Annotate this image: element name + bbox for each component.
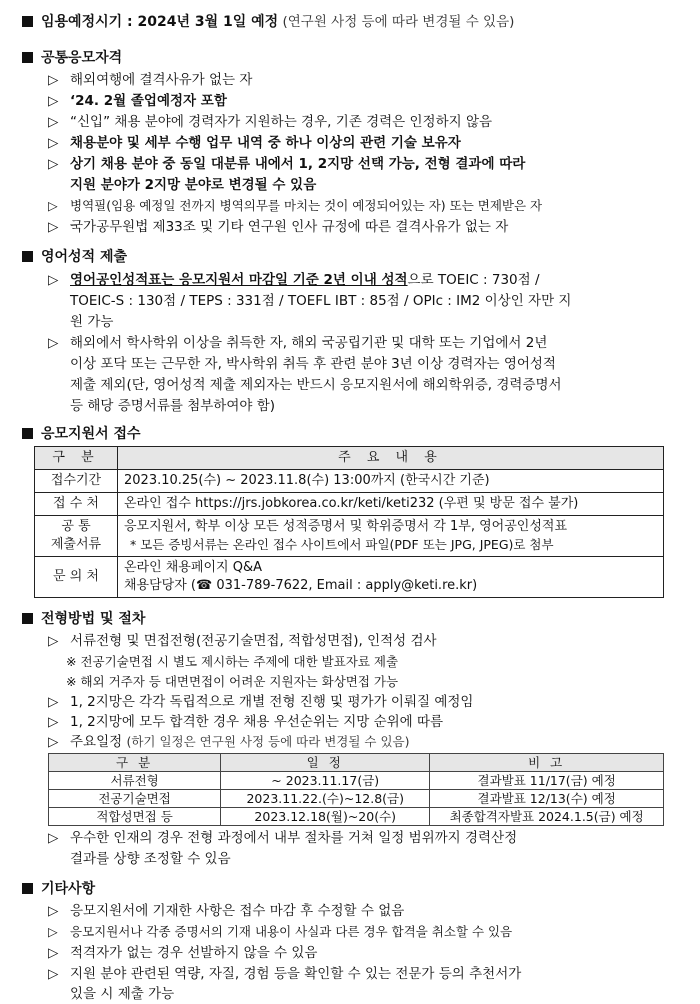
apply-url-link[interactable]: 온라인 접수 https://jrs.jobkorea.co.kr/keti/keti232 (우편 및 방문 접수 불가) [118, 493, 664, 516]
list-item [48, 70, 252, 90]
schedule-title: 임용예정시기 : 2024년 3월 1일 예정 [41, 14, 279, 30]
cell: 적합성면접 등 [49, 808, 221, 826]
triangle-bullet-icon: ▷ [48, 93, 59, 109]
list-item [48, 333, 547, 353]
table-header-row [35, 447, 664, 470]
schedule-line [22, 12, 514, 32]
list-item [48, 943, 317, 963]
item-text: 지원 분야가 2지망 분야로 변경될 수 있음 [70, 177, 317, 193]
cell: 결과발표 12/13(수) 예정 [430, 790, 664, 808]
application-table [34, 446, 664, 598]
list-item-continuation [70, 291, 571, 311]
triangle-bullet-icon: ▷ [48, 335, 59, 351]
row-label: 접 수 처 [35, 493, 118, 516]
section-title: 영어성적 제출 [41, 249, 128, 265]
item-text: 원 가능 [70, 314, 114, 330]
header-schedule: 일 정 [221, 754, 430, 772]
list-item-continuation [70, 375, 562, 395]
docs-note: * 모든 증빙서류는 온라인 접수 사이트에서 파일(PDF 또는 JPG, JPEG)로 첨부 [130, 537, 554, 552]
table-row [49, 790, 664, 808]
list-item-continuation [70, 175, 316, 195]
list-item [48, 196, 542, 216]
item-text: 서류전형 및 면접전형(전공기술면접, 적합성면접), 인적성 검사 [70, 633, 437, 649]
triangle-bullet-icon: ▷ [48, 633, 59, 649]
header-remark: 비 고 [430, 754, 664, 772]
item-text: 주요일정 [70, 734, 123, 750]
item-text: 1, 2지망에 모두 합격한 경우 채용 우선순위는 지망 순위에 따름 [70, 714, 444, 730]
item-text: “신입” 채용 분야에 경력자가 지원하는 경우, 기존 경력은 인정하지 않음 [70, 114, 493, 130]
label-line: 공 통 [61, 519, 91, 534]
item-text: 해외여행에 결격사유가 없는 자 [70, 72, 253, 88]
triangle-bullet-icon: ▷ [48, 714, 59, 730]
list-item [48, 217, 508, 237]
cell: 결과발표 11/17(금) 예정 [430, 772, 664, 790]
list-item [48, 732, 410, 752]
item-text: 채용분야 및 세부 수행 업무 내역 중 하나 이상의 관련 기술 보유자 [70, 135, 461, 151]
table-row [35, 516, 664, 557]
item-text: 우수한 인재의 경우 전형 과정에서 내부 절차를 거쳐 일정 범위까지 경력산정 [70, 830, 518, 846]
triangle-bullet-icon: ▷ [48, 694, 59, 710]
square-bullet-icon [22, 251, 33, 262]
triangle-bullet-icon: ▷ [48, 72, 59, 88]
cell: 2023.11.22.(수)~12.8(금) [221, 790, 430, 808]
triangle-bullet-icon: ▷ [48, 272, 59, 288]
item-text: 응모지원서나 각종 증명서의 기재 내용이 사실과 다른 경우 합격을 취소할 수 있음 [70, 924, 513, 939]
table-row [35, 470, 664, 493]
list-item [48, 270, 540, 290]
cell: ~ 2023.11.17(금) [221, 772, 430, 790]
section-header-application [22, 424, 141, 444]
square-bullet-icon [22, 428, 33, 439]
list-item-continuation [70, 849, 231, 869]
underlined-requirement: 영어공인성적표는 응모지원서 마감일 기준 2년 이내 성적 [70, 272, 408, 288]
header-content: 주 요 내 용 [118, 447, 664, 470]
item-text: 적격자가 없는 경우 선발하지 않을 수 있음 [70, 945, 318, 961]
table-row [35, 493, 664, 516]
item-text: 결과를 상향 조정할 수 있음 [70, 851, 231, 867]
triangle-bullet-icon: ▷ [48, 924, 58, 939]
schedule-note: (연구원 사정 등에 따라 변경될 수 있음) [282, 14, 515, 30]
square-bullet-icon [22, 883, 33, 894]
qa-link[interactable]: 온라인 채용페이지 Q&A [124, 560, 262, 575]
section-title: 응모지원서 접수 [41, 426, 141, 442]
note-line [66, 672, 398, 692]
table-row [49, 772, 664, 790]
item-text: 있을 시 제출 가능 [70, 986, 175, 1002]
list-item [48, 91, 227, 111]
row-label [35, 516, 118, 557]
item-text: ※ 전공기술면접 시 별도 제시하는 주제에 대한 발표자료 제출 [66, 654, 399, 669]
list-item [48, 112, 492, 132]
triangle-bullet-icon: ▷ [48, 830, 59, 846]
item-text: 으로 TOEIC : 730점 / [407, 272, 540, 288]
triangle-bullet-icon: ▷ [48, 156, 59, 172]
cell: 전공기술면접 [49, 790, 221, 808]
cell: 서류전형 [49, 772, 221, 790]
item-text: TOEIC-S : 130점 / TEPS : 331점 / TOEFL IBT : 85점 / OPIc : IM2 이상인 자만 지 [70, 293, 572, 309]
list-item [48, 828, 517, 848]
header-category: 구 분 [49, 754, 221, 772]
contact-value [118, 557, 664, 598]
cell: 최종합격자발표 2024.1.5(금) 예정 [430, 808, 664, 826]
item-text: 해외에서 학사학위 이상을 취득한 자, 해외 국공립기관 및 대학 또는 기업에서 2년 [70, 335, 548, 351]
list-item [48, 901, 404, 921]
item-note: (하기 일정은 연구원 사정 등에 따라 변경될 수 있음) [126, 734, 410, 749]
list-item [48, 154, 525, 174]
item-text: 이상 포닥 또는 근무한 자, 박사학위 취득 후 관련 분야 3년 이상 경력자는 영어성적 [70, 356, 556, 372]
triangle-bullet-icon: ▷ [48, 114, 59, 130]
square-bullet-icon [22, 52, 33, 63]
section-header-common [22, 48, 122, 68]
section-header-selection [22, 609, 145, 629]
list-item [48, 692, 473, 712]
list-item-continuation [70, 354, 556, 374]
list-item-continuation [70, 396, 275, 416]
label-line: 제출서류 [50, 537, 102, 552]
triangle-bullet-icon: ▷ [48, 135, 59, 151]
triangle-bullet-icon: ▷ [48, 903, 59, 919]
table-row [35, 557, 664, 598]
note-line [66, 652, 398, 672]
section-header-etc [22, 879, 95, 899]
item-text: 병역필(임용 예정일 전까지 병역의무를 마치는 것이 예정되어있는 자) 또는 면제받은 자 [70, 198, 543, 213]
triangle-bullet-icon: ▷ [48, 219, 59, 235]
item-text: 1, 2지망은 각각 독립적으로 개별 전형 진행 및 평가가 이뤄질 예정임 [70, 694, 474, 710]
item-text: ※ 해외 거주자 등 대면면접이 어려운 지원자는 화상면접 가능 [66, 674, 399, 689]
list-item [48, 133, 461, 153]
triangle-bullet-icon: ▷ [48, 945, 59, 961]
list-item [48, 922, 512, 942]
table-header-row [49, 754, 664, 772]
item-text: 지원 분야 관련된 역량, 자질, 경험 등을 확인할 수 있는 전문가 등의 추천서가 [70, 966, 522, 982]
schedule-table [48, 753, 664, 826]
section-title: 기타사항 [41, 881, 96, 897]
section-title: 전형방법 및 절차 [41, 611, 146, 627]
period-value: 2023.10.25(수) ~ 2023.11.8(수) 13:00까지 (한국시간 기준) [118, 470, 664, 493]
item-text: 응모지원서에 기재한 사항은 접수 마감 후 수정할 수 없음 [70, 903, 405, 919]
item-text: 상기 채용 분야 중 동일 대분류 내에서 1, 2지망 선택 가능, 전형 결과에 따라 [70, 156, 526, 172]
docs-value [118, 516, 664, 557]
table-row [49, 808, 664, 826]
row-label: 문 의 처 [35, 557, 118, 598]
list-item-continuation [70, 984, 174, 1004]
list-item [48, 964, 521, 984]
contact-info: 채용담당자 (☎ 031-789-7622, Email : apply@keti.re.kr) [124, 578, 478, 593]
square-bullet-icon [22, 16, 33, 27]
item-text: 국가공무원법 제33조 및 기타 연구원 인사 규정에 따른 결격사유가 없는 자 [70, 219, 509, 235]
header-category: 구 분 [35, 447, 118, 470]
triangle-bullet-icon: ▷ [48, 198, 58, 213]
row-label: 접수기간 [35, 470, 118, 493]
triangle-bullet-icon: ▷ [48, 734, 59, 750]
item-text: 등 해당 증명서류를 첨부하여야 함) [70, 398, 276, 414]
triangle-bullet-icon: ▷ [48, 966, 59, 982]
item-text: 제출 제외(단, 영어성적 제출 제외자는 반드시 응모지원서에 해외학위증, 경력증명서 [70, 377, 562, 393]
item-text: ‘24. 2월 졸업예정자 포함 [70, 93, 227, 109]
docs-line: 응모지원서, 학부 이상 모든 성적증명서 및 학위증명서 각 1부, 영어공인성적표 [124, 519, 568, 534]
section-header-english [22, 247, 127, 267]
cell: 2023.12.18(월)~20(수) [221, 808, 430, 826]
list-item [48, 712, 443, 732]
section-title: 공통응모자격 [41, 50, 123, 66]
list-item-continuation [70, 312, 113, 332]
square-bullet-icon [22, 613, 33, 624]
list-item [48, 631, 437, 651]
